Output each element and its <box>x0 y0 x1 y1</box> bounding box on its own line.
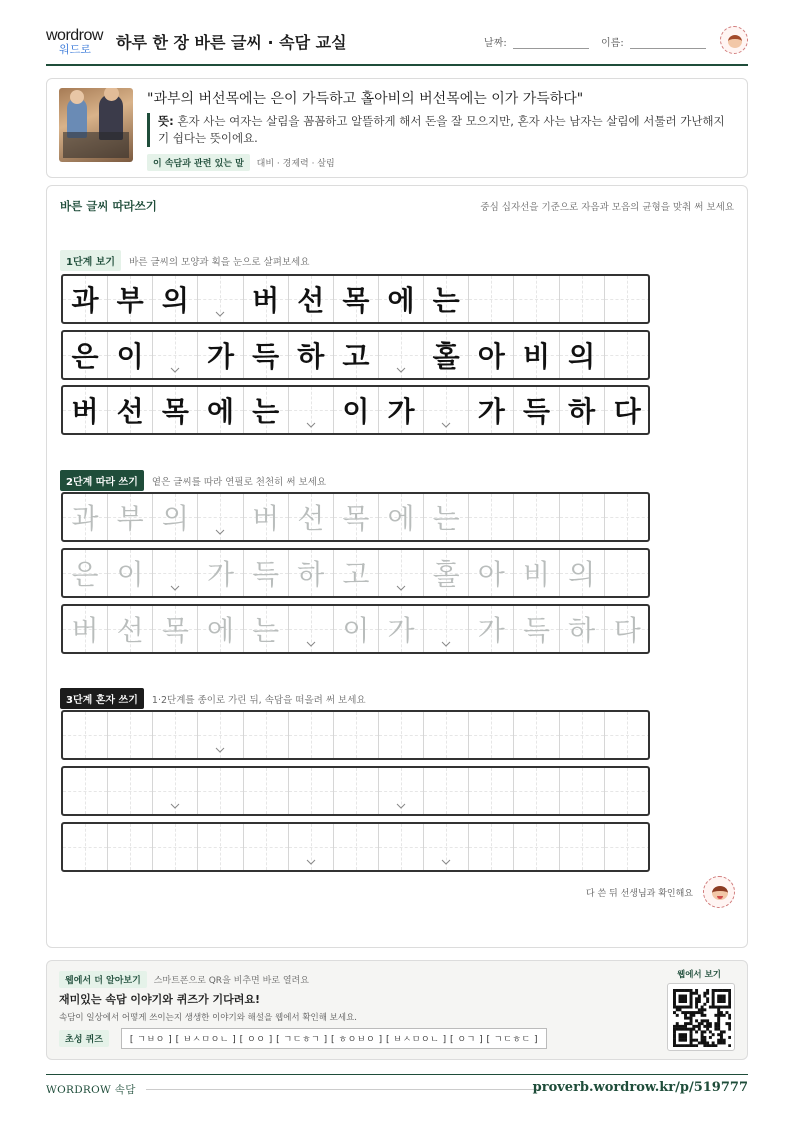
grid-cell[interactable] <box>289 712 334 758</box>
grid-character: 가 <box>477 614 505 647</box>
grid-cell <box>153 332 198 378</box>
page-header <box>46 26 748 66</box>
related-words <box>147 154 335 171</box>
grid-character: 득 <box>252 340 280 373</box>
web-section <box>46 960 748 1060</box>
character-stamp-icon <box>720 26 748 54</box>
web-tag-desc: 스마트폰으로 QR을 비추면 바로 열려요 <box>153 976 309 986</box>
grid-cell[interactable] <box>63 768 108 814</box>
grid-character: 과 <box>71 502 99 535</box>
grid-cell[interactable] <box>108 768 153 814</box>
grid-cell[interactable] <box>514 824 559 870</box>
meaning-text: 혼자 사는 여자는 살림을 꼼꼼하고 알뜰하게 해서 돈을 잘 모으지만, 혼자 사는 남자는 살림에 서툴러 가난해지기 쉽다는 뜻이에요. <box>158 114 725 145</box>
practice-title: 바른 글씨 따라쓰기 <box>60 199 157 213</box>
grid-cell <box>334 332 379 378</box>
grid-cell[interactable] <box>379 606 424 652</box>
grid-cell[interactable] <box>514 550 559 596</box>
grid-cell[interactable] <box>469 550 514 596</box>
grid-cell[interactable] <box>244 712 289 758</box>
quiz-label: 초성 퀴즈 <box>59 1030 109 1047</box>
web-tag-label: 웹에서 더 알아보기 <box>59 971 147 988</box>
qr-code-icon[interactable] <box>667 983 735 1051</box>
space-mark-icon <box>306 422 316 428</box>
stage3-row-3[interactable] <box>61 822 650 872</box>
quiz-items: [ ㄱㅂㅇ ] [ ㅂㅅㅁㅇㄴ ] [ ㅇㅇ ] [ ㄱㄷㅎㄱ ] [ ㅎㅇㅂㅇ ] [ ㅂㅅㅁㅇㄴ ] [ ㅇㄱ ] [ ㄱㄷㅎㄷ ] <box>121 1028 547 1049</box>
grid-character: 목 <box>342 502 370 535</box>
name-blank-line[interactable] <box>630 39 706 49</box>
grid-cell[interactable] <box>514 606 559 652</box>
grid-character: 에 <box>387 502 415 535</box>
related-label: 이 속담과 관련 있는 말 <box>147 154 250 171</box>
grid-cell <box>334 387 379 433</box>
grid-cell[interactable] <box>379 712 424 758</box>
grid-cell[interactable] <box>514 712 559 758</box>
grid-character: 홀 <box>432 558 460 591</box>
grid-cell <box>560 276 605 322</box>
stage1-row-1 <box>61 274 650 324</box>
grid-cell[interactable] <box>153 606 198 652</box>
grid-cell[interactable] <box>289 768 334 814</box>
confirm-text: 다 쓴 뒤 선생님과 확인해요 <box>585 889 693 899</box>
grid-character: 이 <box>342 614 370 647</box>
grid-cell <box>514 387 559 433</box>
grid-cell[interactable] <box>198 494 243 540</box>
grid-cell[interactable] <box>153 550 198 596</box>
proverb-card <box>46 78 748 178</box>
grid-cell[interactable] <box>108 494 153 540</box>
grid-cell[interactable] <box>560 712 605 758</box>
space-mark-icon <box>396 367 406 373</box>
grid-character: 는 <box>252 614 280 647</box>
grid-cell[interactable] <box>514 768 559 814</box>
grid-character: 부 <box>116 284 144 317</box>
grid-cell <box>198 332 243 378</box>
grid-character: 는 <box>432 284 460 317</box>
grid-cell[interactable] <box>424 550 469 596</box>
grid-cell[interactable] <box>198 550 243 596</box>
stage2-label: 2단계 따라 쓰기 <box>60 470 144 491</box>
grid-character: 홀 <box>432 340 460 373</box>
grid-cell <box>514 276 559 322</box>
date-blank-line[interactable] <box>513 39 589 49</box>
grid-cell <box>289 332 334 378</box>
grid-character: 이 <box>116 558 144 591</box>
grid-cell[interactable] <box>560 494 605 540</box>
grid-character: 에 <box>387 284 415 317</box>
grid-character: 버 <box>71 614 99 647</box>
grid-character: 하 <box>568 614 596 647</box>
grid-cell[interactable] <box>605 712 650 758</box>
grid-cell <box>514 332 559 378</box>
grid-cell[interactable] <box>63 712 108 758</box>
stage1-desc: 바른 글씨의 모양과 획을 눈으로 살펴보세요 <box>129 257 310 268</box>
grid-cell[interactable] <box>289 606 334 652</box>
grid-character: 목 <box>342 284 370 317</box>
grid-cell[interactable] <box>289 824 334 870</box>
proverb-illustration <box>59 88 133 162</box>
proverb-quote: "과부의 버선목에는 은이 가득하고 홀아비의 버선목에는 이가 가득하다" <box>147 91 584 107</box>
grid-cell <box>605 332 650 378</box>
grid-character: 의 <box>568 340 596 373</box>
grid-cell <box>469 276 514 322</box>
date-field[interactable] <box>484 34 589 49</box>
grid-cell <box>289 387 334 433</box>
web-tag <box>59 971 309 988</box>
wordrow-logo <box>46 28 108 58</box>
grid-cell[interactable] <box>334 494 379 540</box>
stage2-row-2[interactable] <box>61 548 650 598</box>
grid-character: 이 <box>116 340 144 373</box>
grid-character: 비 <box>522 340 550 373</box>
grid-character: 가 <box>387 395 415 428</box>
grid-cell[interactable] <box>198 768 243 814</box>
stage1-row-3 <box>61 385 650 435</box>
grid-character: 득 <box>522 395 550 428</box>
stage3-row-2[interactable] <box>61 766 650 816</box>
grid-cell <box>379 387 424 433</box>
grid-cell <box>108 387 153 433</box>
space-mark-icon <box>441 859 451 865</box>
proverb-meaning <box>147 113 735 147</box>
grid-cell <box>424 276 469 322</box>
grid-character: 에 <box>206 614 235 647</box>
grid-cell <box>108 276 153 322</box>
stage3-row-1[interactable] <box>61 710 650 760</box>
grid-cell[interactable] <box>244 494 289 540</box>
stage1-label: 1단계 보기 <box>60 250 121 271</box>
grid-character: 하 <box>297 558 325 591</box>
grid-cell[interactable] <box>63 494 108 540</box>
footer-brand: WORDROW 속담 <box>46 1084 136 1096</box>
page-footer <box>46 1074 748 1104</box>
space-mark-icon <box>170 585 180 591</box>
grid-character: 아 <box>477 340 505 373</box>
grid-cell[interactable] <box>153 494 198 540</box>
grid-cell[interactable] <box>560 824 605 870</box>
footer-divider <box>146 1089 540 1090</box>
grid-cell[interactable] <box>605 494 650 540</box>
grid-cell[interactable] <box>379 494 424 540</box>
grid-character: 은 <box>71 340 99 373</box>
grid-cell[interactable] <box>244 606 289 652</box>
qr-code-graphic[interactable] <box>673 989 731 1047</box>
grid-character: 부 <box>116 502 144 535</box>
practice-section <box>46 185 748 948</box>
practice-hint: 중심 십자선을 기준으로 자음과 모음의 균형을 맞춰 써 보세요 <box>480 202 734 213</box>
grid-character: 는 <box>252 395 280 428</box>
grid-cell[interactable] <box>605 824 650 870</box>
space-mark-icon <box>396 585 406 591</box>
stage2-row-3[interactable] <box>61 604 650 654</box>
grid-cell <box>379 276 424 322</box>
grid-cell[interactable] <box>424 606 469 652</box>
stage3-header <box>60 688 366 709</box>
grid-cell[interactable] <box>198 712 243 758</box>
grid-cell <box>153 387 198 433</box>
grid-character: 가 <box>477 395 505 428</box>
grid-cell <box>289 276 334 322</box>
grid-cell[interactable] <box>469 824 514 870</box>
grid-character: 득 <box>252 558 280 591</box>
grid-cell[interactable] <box>334 712 379 758</box>
grid-cell[interactable] <box>244 768 289 814</box>
stage1-header <box>60 250 309 271</box>
meaning-label: 뜻: <box>158 114 174 128</box>
space-mark-icon <box>306 859 316 865</box>
grid-character: 선 <box>116 614 144 647</box>
space-mark-icon <box>215 311 225 317</box>
grid-cell[interactable] <box>379 550 424 596</box>
grid-character: 버 <box>252 284 280 317</box>
grid-cell[interactable] <box>289 550 334 596</box>
grid-cell <box>605 387 650 433</box>
grid-cell <box>63 276 108 322</box>
grid-cell[interactable] <box>605 606 650 652</box>
grid-cell[interactable] <box>334 606 379 652</box>
web-description: 속담이 일상에서 어떻게 쓰이는지 생생한 이야기와 해설을 웹에서 확인해 보세요. <box>59 1013 357 1023</box>
grid-cell[interactable] <box>244 824 289 870</box>
grid-cell[interactable] <box>108 824 153 870</box>
footer-url[interactable]: proverb.wordrow.kr/p/519777 <box>532 1080 748 1095</box>
grid-cell <box>244 387 289 433</box>
space-mark-icon <box>396 803 406 809</box>
grid-character: 득 <box>522 614 550 647</box>
grid-character: 가 <box>206 340 235 373</box>
grid-cell[interactable] <box>63 606 108 652</box>
grid-cell <box>605 276 650 322</box>
grid-character: 과 <box>71 284 99 317</box>
space-mark-icon <box>170 803 180 809</box>
grid-character: 버 <box>71 395 99 428</box>
grid-cell <box>424 332 469 378</box>
grid-cell[interactable] <box>424 712 469 758</box>
grid-character: 선 <box>116 395 144 428</box>
grid-cell[interactable] <box>469 494 514 540</box>
stage2-header <box>60 470 326 491</box>
grid-cell <box>469 387 514 433</box>
grid-character: 목 <box>161 614 189 647</box>
related-list: 대비 · 경제력 · 살림 <box>256 159 335 169</box>
grid-cell[interactable] <box>560 550 605 596</box>
space-mark-icon <box>215 529 225 535</box>
grid-cell[interactable] <box>424 768 469 814</box>
grid-cell[interactable] <box>244 550 289 596</box>
grid-character: 다 <box>613 614 641 647</box>
grid-cell[interactable] <box>560 606 605 652</box>
grid-cell <box>153 276 198 322</box>
grid-cell <box>560 387 605 433</box>
grid-character: 는 <box>432 502 460 535</box>
grid-cell <box>63 332 108 378</box>
teacher-stamp-icon <box>703 876 735 908</box>
grid-character: 다 <box>613 395 641 428</box>
stage1-row-2 <box>61 330 650 380</box>
stage3-label: 3단계 혼자 쓰기 <box>60 688 144 709</box>
grid-cell <box>424 387 469 433</box>
grid-character: 목 <box>161 395 189 428</box>
grid-character: 비 <box>522 558 550 591</box>
grid-cell <box>334 276 379 322</box>
grid-cell[interactable] <box>108 712 153 758</box>
grid-cell <box>244 332 289 378</box>
grid-character: 에 <box>206 395 235 428</box>
grid-cell <box>379 332 424 378</box>
grid-character: 아 <box>477 558 505 591</box>
grid-cell <box>560 332 605 378</box>
space-mark-icon <box>441 641 451 647</box>
space-mark-icon <box>170 367 180 373</box>
qr-label: 웹에서 보기 <box>676 970 721 980</box>
grid-character: 가 <box>387 614 415 647</box>
grid-cell[interactable] <box>605 768 650 814</box>
grid-cell[interactable] <box>153 824 198 870</box>
chosung-quiz <box>59 1028 547 1049</box>
grid-cell[interactable] <box>469 712 514 758</box>
grid-character: 고 <box>342 558 370 591</box>
grid-character: 버 <box>252 502 280 535</box>
grid-character: 고 <box>342 340 370 373</box>
grid-character: 의 <box>161 502 189 535</box>
grid-cell[interactable] <box>424 824 469 870</box>
grid-cell[interactable] <box>514 494 559 540</box>
name-label: 이름: <box>601 38 624 49</box>
grid-cell[interactable] <box>424 494 469 540</box>
grid-character: 선 <box>297 284 325 317</box>
grid-cell[interactable] <box>63 824 108 870</box>
grid-character: 가 <box>206 558 235 591</box>
grid-cell[interactable] <box>108 606 153 652</box>
grid-character: 하 <box>568 395 596 428</box>
grid-cell[interactable] <box>198 606 243 652</box>
date-label: 날짜: <box>484 38 507 49</box>
grid-cell <box>244 276 289 322</box>
logo-wordmark: wordrow <box>46 27 103 44</box>
space-mark-icon <box>441 422 451 428</box>
grid-cell <box>108 332 153 378</box>
grid-cell[interactable] <box>560 768 605 814</box>
grid-cell[interactable] <box>469 768 514 814</box>
grid-character: 선 <box>297 502 325 535</box>
grid-cell[interactable] <box>379 768 424 814</box>
space-mark-icon <box>215 747 225 753</box>
grid-character: 이 <box>342 395 370 428</box>
grid-cell[interactable] <box>63 550 108 596</box>
grid-character: 하 <box>297 340 325 373</box>
grid-character: 은 <box>71 558 99 591</box>
grid-cell[interactable] <box>198 824 243 870</box>
grid-cell[interactable] <box>153 768 198 814</box>
stage2-desc: 옅은 글씨를 따라 연필로 천천히 써 보세요 <box>151 477 327 488</box>
grid-character: 의 <box>161 284 189 317</box>
grid-cell[interactable] <box>108 550 153 596</box>
grid-cell <box>198 276 243 322</box>
page-title: 하루 한 장 바른 글씨 · 속담 교실 <box>116 33 347 52</box>
grid-cell[interactable] <box>334 768 379 814</box>
grid-cell[interactable] <box>334 824 379 870</box>
grid-cell[interactable] <box>153 712 198 758</box>
web-headline: 재미있는 속담 이야기와 퀴즈가 기다려요! <box>59 993 260 1006</box>
grid-cell[interactable] <box>334 550 379 596</box>
grid-cell <box>469 332 514 378</box>
grid-cell <box>198 387 243 433</box>
grid-character: 의 <box>568 558 596 591</box>
name-field[interactable] <box>601 34 706 49</box>
grid-cell[interactable] <box>605 550 650 596</box>
logo-korean: 워드로 <box>59 43 91 56</box>
grid-cell[interactable] <box>469 606 514 652</box>
stage2-row-1[interactable] <box>61 492 650 542</box>
grid-cell <box>63 387 108 433</box>
grid-cell[interactable] <box>379 824 424 870</box>
space-mark-icon <box>306 641 316 647</box>
stage3-desc: 1·2단계를 종이로 가린 뒤, 속담을 떠올려 써 보세요 <box>151 695 366 706</box>
grid-cell[interactable] <box>289 494 334 540</box>
